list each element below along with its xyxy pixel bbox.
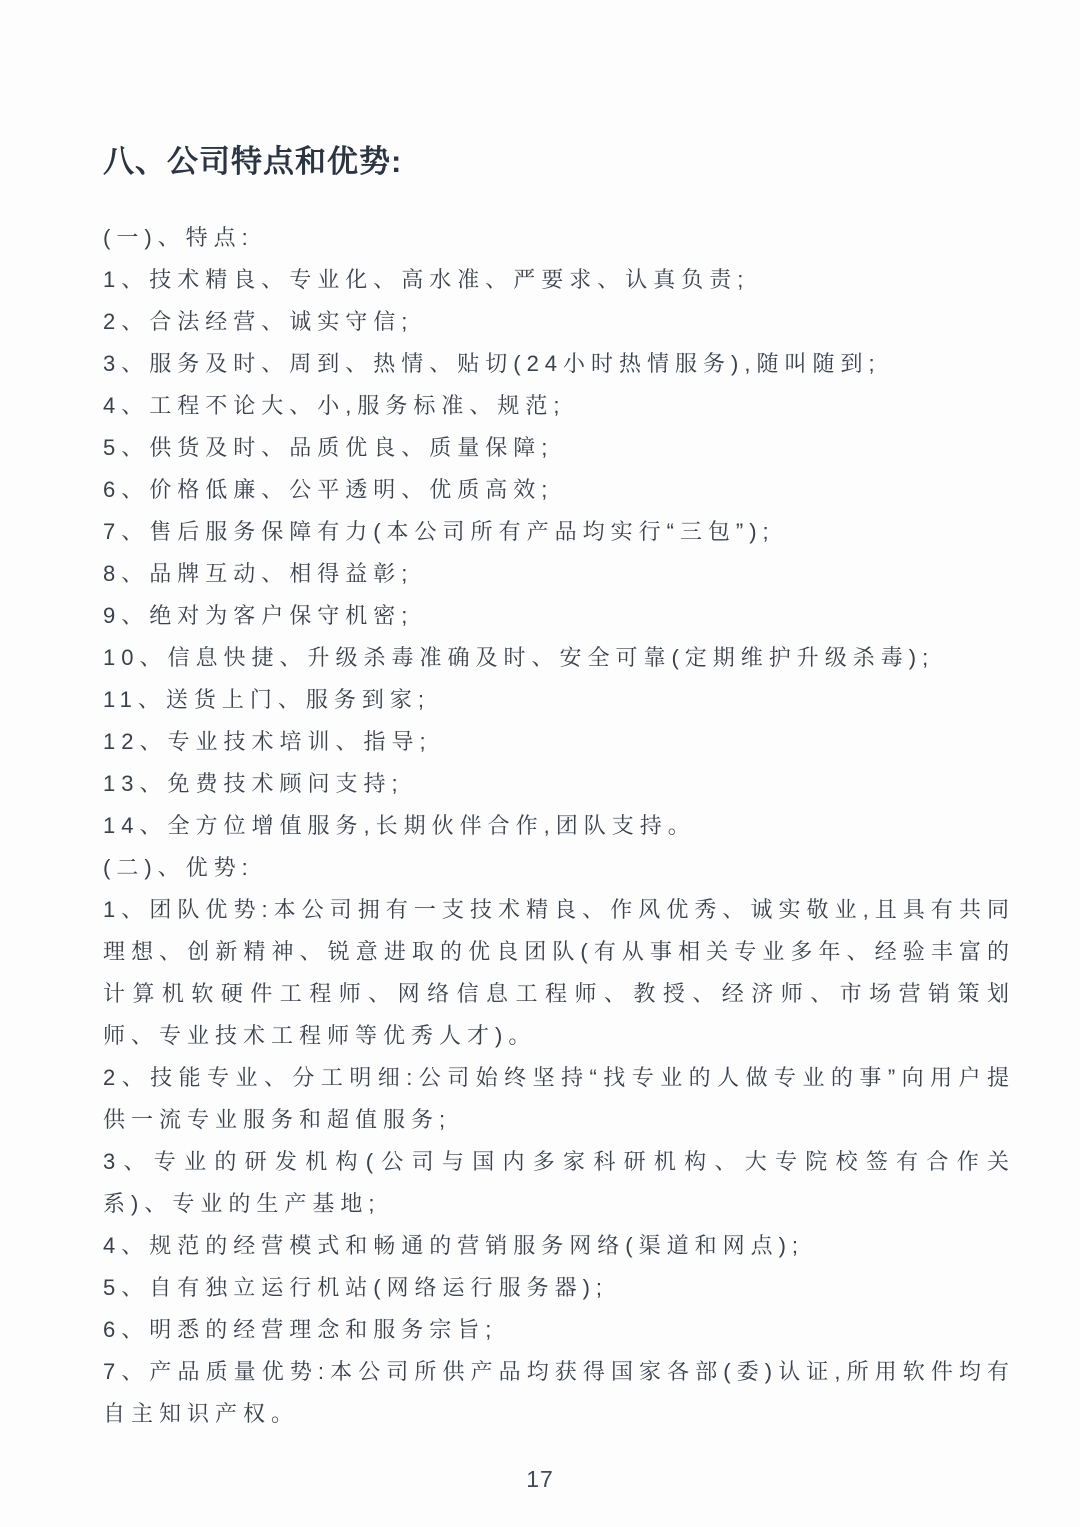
document-body [103,136,1015,1435]
list-item: 9、绝对为客户保守机密; [103,603,414,628]
list-item: 1、技术精良、专业化、高水准、严要求、认真负责; [103,267,750,292]
list-item: 6、价格低廉、公平透明、优质高效; [103,477,554,502]
list-item: 3、服务及时、周到、热情、贴切(24小时热情服务),随叫随到; [103,351,881,376]
section-heading: (二)、优势: [103,855,254,880]
list-item: 14、全方位增值服务,长期伙伴合作,团队支持。 [103,813,696,838]
list-item: 13、免费技术顾问支持; [103,771,404,796]
list-item: 2、技能专业、分工明细:公司始终坚持“找专业的人做专业的事”向用户提供一流专业服务和超值服务; [103,1065,1015,1132]
section-heading: (一)、特点: [103,225,254,250]
page-number: 17 [526,1466,554,1492]
page-title: 八、公司特点和优势: [103,144,403,179]
list-item: 8、品牌互动、相得益彰; [103,561,414,586]
list-item: 6、明悉的经营理念和服务宗旨; [103,1317,498,1342]
list-item: 10、信息快捷、升级杀毒准确及时、安全可靠(定期维护升级杀毒); [103,645,935,670]
list-item: 7、产品质量优势:本公司所供产品均获得国家各部(委)认证,所用软件均有自主知识产权。 [103,1359,1015,1426]
list-item: 5、供货及时、品质优良、质量保障; [103,435,554,460]
list-item: 1、团队优势:本公司拥有一支技术精良、作风优秀、诚实敬业,且具有共同理想、创新精神、锐意进取的优良团队(有从事相关专业多年、经验丰富的计算机软硬件工程师、网络信息工程师、教授、经济师、市场营销策划师、专业技术工程师等优秀人才)。 [103,897,1015,1048]
list-item: 2、合法经营、诚实守信; [103,309,414,334]
list-item: 3、专业的研发机构(公司与国内多家科研机构、大专院校签有合作关系)、专业的生产基地; [103,1149,1015,1216]
page-footer [0,1466,1080,1493]
list-item: 4、规范的经营模式和畅通的营销服务网络(渠道和网点); [103,1233,805,1258]
list-item: 12、专业技术培训、指导; [103,729,432,754]
list-item: 7、售后服务保障有力(本公司所有产品均实行“三包”); [103,519,775,544]
list-item: 4、工程不论大、小,服务标准、规范; [103,393,566,418]
sections-container [103,217,1015,1435]
list-item: 5、自有独立运行机站(网络运行服务器); [103,1275,609,1300]
list-item: 11、送货上门、服务到家; [103,687,430,712]
